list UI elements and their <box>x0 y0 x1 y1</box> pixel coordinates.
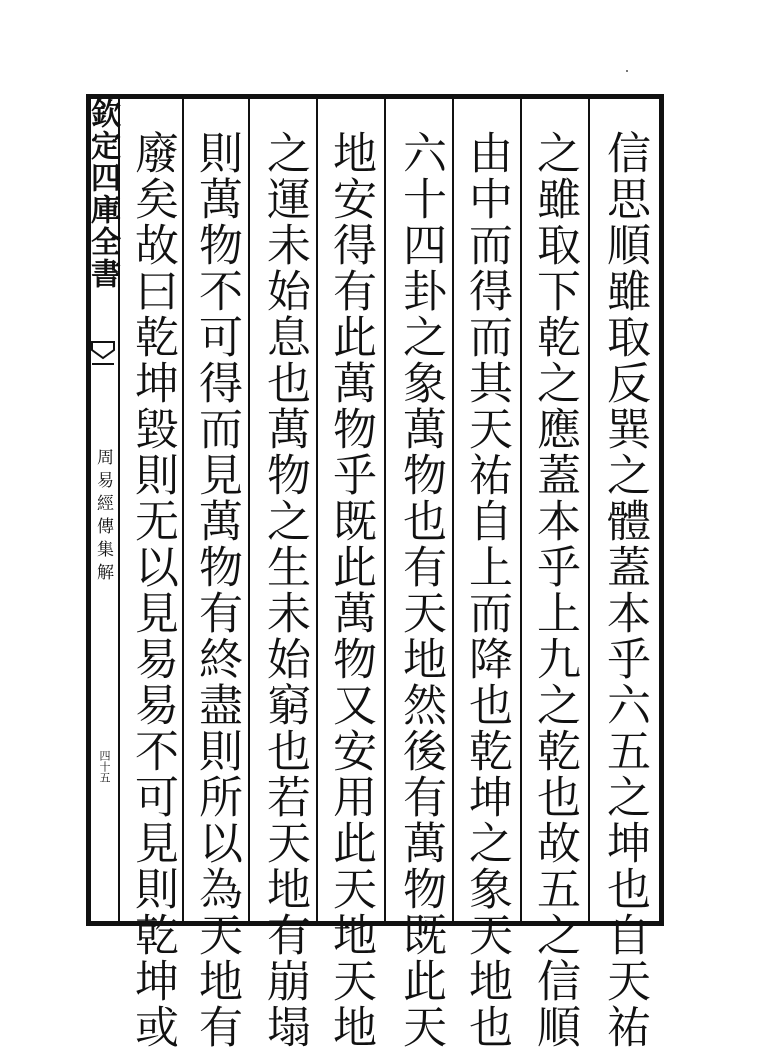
column-rule <box>520 94 522 926</box>
column-rule <box>384 94 386 926</box>
column-rule <box>248 94 250 926</box>
text-column: 廢矣故曰乾坤毀則无以見易易不可見則乾坤或 <box>127 130 178 1050</box>
text-column: 之雖取下乾之應蓋本乎上九之乾也故五之信順 <box>529 130 580 1050</box>
text-column: 則萬物不可得而見萬物有終盡則所以為天地有 <box>191 130 242 1050</box>
speck <box>626 70 628 72</box>
column-rule <box>316 94 318 926</box>
collection-header: 欽定四庫全書 <box>85 98 120 290</box>
text-column: 由中而得而其天祐自上而降也乾坤之象天地也 <box>461 130 512 1050</box>
page-number: 四十五 <box>98 750 111 783</box>
text-column: 信思順雖取反巽之體蓋本乎六五之坤也自天祐 <box>599 130 650 1050</box>
fish-tail-mark-icon <box>90 336 116 370</box>
text-column: 地安得有此萬物乎既此萬物又安用此天地天地 <box>325 130 376 1050</box>
column-rule <box>452 94 454 926</box>
column-rule <box>182 94 184 926</box>
text-column: 之運未始息也萬物之生未始窮也若天地有崩塌 <box>259 130 310 1050</box>
text-column: 六十四卦之象萬物也有天地然後有萬物既此天 <box>395 130 446 1050</box>
book-title: 周易經傳集解 <box>93 448 113 586</box>
column-rule <box>588 94 590 926</box>
